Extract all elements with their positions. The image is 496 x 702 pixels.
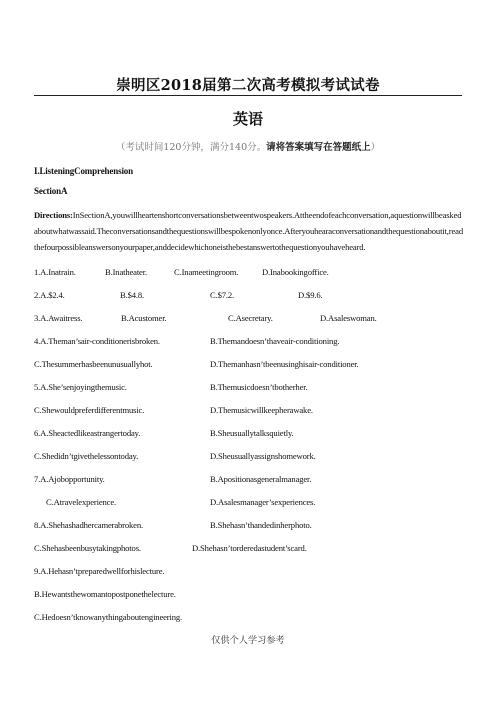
question-9-b: B.Hewantsthewomantopostponethelecture. (34, 589, 176, 599)
option-d: D.$9.6. (298, 290, 323, 300)
option-d: D.Asalesmanager’sexperiences. (210, 497, 316, 507)
option-c: C.Atravelexperience. (46, 497, 117, 507)
option-a: 5.A.She’senjoyingthemusic. (34, 382, 127, 392)
directions-paragraph (34, 207, 464, 255)
option-c: C.Shehasbeenbusytakingphotos. (34, 543, 141, 553)
option-a: 3.A.Awaitress. (34, 313, 83, 323)
option-a: 1.A.Inatrain. (34, 267, 76, 277)
option-b: B.Shehasn’thandedinherphoto. (210, 520, 312, 530)
option-c: C.Thesummerhasbeenunusuallyhot. (34, 359, 153, 369)
option-a: 2.A.$2.4. (34, 290, 65, 300)
option-d: D.Themusicwillkeepherawake. (210, 405, 313, 415)
option-b: B.Sheusuallytalksquietly. (210, 428, 294, 438)
directions-label: Directions: (34, 210, 73, 220)
option-d: D.Sheusuallyassignshomework. (210, 451, 316, 461)
option-d: D.Asaleswoman. (320, 313, 377, 323)
option-a: 4.A.Theman’sair-conditionerisbroken. (34, 336, 160, 346)
subject-title: 英语 (232, 110, 263, 128)
option-d: D.Themanhasn’tbeenusinghisair-conditioner. (210, 359, 359, 369)
option-a: 6.A.Sheactedlikeastrangertoday. (34, 428, 141, 438)
option-b: B.Themandoesn’thaveair-conditioning. (210, 336, 340, 346)
option-b: B.Apositionasgeneralmanager. (210, 474, 312, 484)
instructions-prefix: （考试时间120分钟，满分140分。 (115, 142, 267, 153)
option-c: C.Shewouldpreferdifferentmusic. (34, 405, 145, 415)
option-b: B.Inatheater. (105, 267, 147, 277)
question-9-c: C.Hedoesn’tknowanythingaboutengineering. (34, 612, 183, 622)
directions-text: InSectionA,youwillheartenshortconversationsbetweentwospeakers.Attheendofeachconversation,aquestionwillbeaskedaboutwhatwassaid.Theconversationsandthequestionswillbespokenonlyonce.Afteryouhearaconversationandthequestionaboutit,readthefourpossibleanswersonyourpaper,anddecidewhichoneisthebestanswertothequestionyouhaveheard. (34, 210, 463, 252)
option-d: D.Inabookingoffice. (262, 267, 329, 277)
option-c: C.Inameetingroom. (174, 267, 239, 277)
option-c: C.$7.2. (210, 290, 235, 300)
option-b: B.Themusicdoesn’tbotherher. (210, 382, 308, 392)
exam-instructions (0, 139, 496, 153)
option-d: D.Shehasn’torderedastudent’scard. (192, 543, 307, 553)
exam-title: 崇明区2018届第二次高考模拟考试试卷 (116, 77, 380, 94)
header-divider (34, 95, 462, 96)
instructions-suffix: ） (370, 142, 381, 153)
page-footer: 仅供个人学习参考 (211, 635, 285, 646)
section-heading: SectionA (34, 186, 68, 196)
option-a: 7.A.Ajobopportunity. (34, 474, 105, 484)
option-a: 8.A.Shehashadhercamerabroken. (34, 520, 143, 530)
option-b: B.Acustomer. (121, 313, 167, 323)
option-c: C.Asecretary. (228, 313, 273, 323)
part-heading: I.ListeningComprehension (34, 166, 134, 176)
question-9-a: 9.A.Hehasn’tpreparedwellforhislecture. (34, 566, 165, 576)
option-c: C.Shedidn’tgivethelessontoday. (34, 451, 139, 461)
option-b: B.$4.8. (120, 290, 145, 300)
instructions-bold: 请将答案填写在答题纸上 (266, 142, 371, 153)
